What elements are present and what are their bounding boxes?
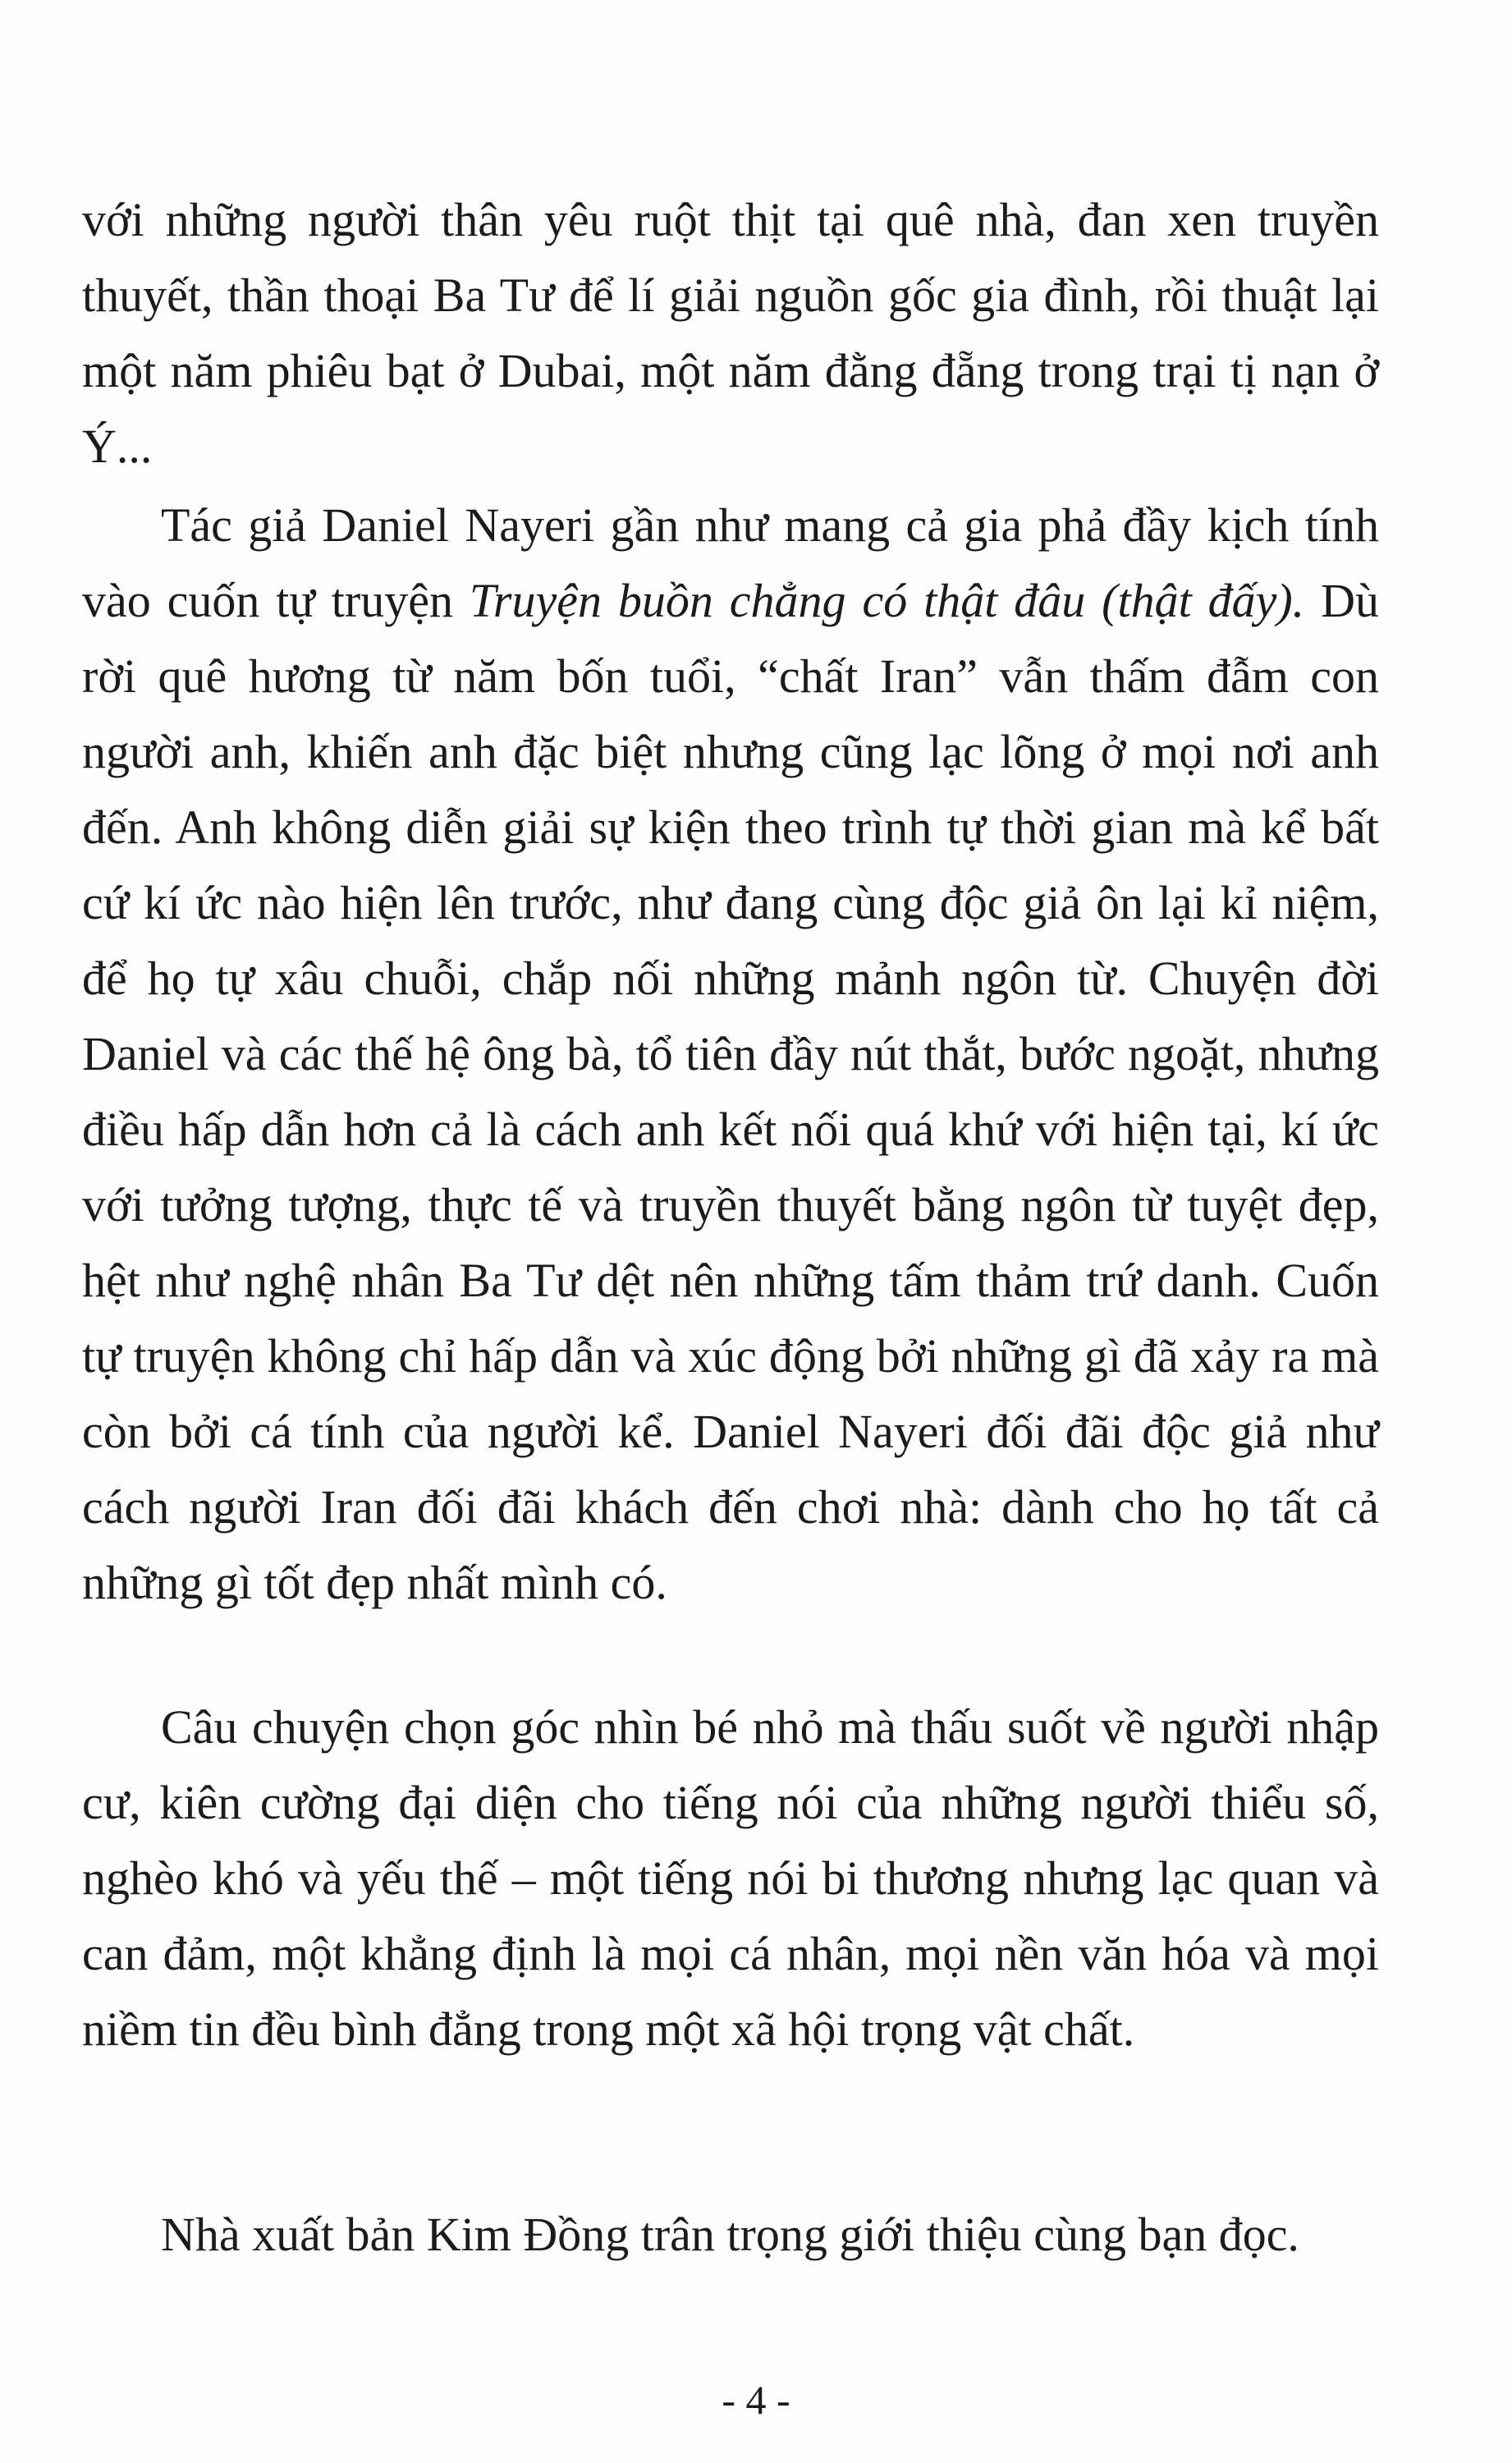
paragraph-publisher-note: Nhà xuất bản Kim Đồng trân trọng giới thiệu cùng bạn đọc.: [161, 2208, 1299, 2261]
paragraph-author-intro: [82, 488, 1379, 1621]
paragraph-text-after-title: Dù rời quê hương từ năm bốn tuổi, “chất Iran” vẫn thấm đẫm con người anh, khiến anh đặc biệt nhưng cũng lạc lõng ở mọi nơi anh đến. Anh không diễn giải sự kiện theo trình tự thời gian mà kể bất cứ kí ức nào hiện lên trước, như đang cùng độc giả ôn lại kỉ niệm, để họ tự xâu chuỗi, chắp nối những mảnh ngôn từ. Chuyện đời Daniel và các thế hệ ông bà, tổ tiên đầy nút thắt, bước ngoặt, nhưng điều hấp dẫn hơn cả là cách anh kết nối quá khứ với hiện tại, kí ức với tưởng tượng, thực tế và truyền thuyết bằng ngôn từ tuyệt đẹp, hệt như nghệ nhân Ba Tư dệt nên những tấm thảm trứ danh. Cuốn tự truyện không chỉ hấp dẫn và xúc động bởi những gì đã xảy ra mà còn bởi cá tính của người kể. Daniel Nayeri đối đãi độc giả như cách người Iran đối đãi khách đến chơi nhà: dành cho họ tất cả những gì tốt đẹp nhất mình có.: [82, 574, 1379, 1609]
text-block-1: [82, 182, 1379, 484]
paragraph-perspective: Câu chuyện chọn góc nhìn bé nhỏ mà thấu suốt về người nhập cư, kiên cường đại diện cho tiếng nói của những người thiểu số, nghèo khó và yếu thế – một tiếng nói bi thương nhưng lạc quan và can đảm, một khẳng định là mọi cá nhân, mọi nền văn hóa và mọi niềm tin đều bình đẳng trong một xã hội trọng vật chất.: [82, 1700, 1379, 2056]
text-block-3: [82, 1690, 1379, 2067]
text-block-4: [82, 2197, 1379, 2273]
page-number: - 4 -: [722, 2377, 790, 2423]
paragraph-continuation: với những người thân yêu ruột thịt tại quê nhà, đan xen truyền thuyết, thần thoại Ba Tư để lí giải nguồn gốc gia đình, rồi thuật lại một năm phiêu bạt ở Dubai, một năm đằng đẵng trong trại tị nạn ở Ý...: [82, 193, 1379, 473]
paragraph-text-before-title: Tác giả Daniel Nayeri gần như mang cả gia phả đầy kịch tính vào cuốn tự truyện: [82, 498, 1379, 627]
text-block-2: [82, 488, 1379, 1621]
book-title: Truyện buồn chẳng có thật đâu (thật đấy).: [469, 574, 1305, 627]
